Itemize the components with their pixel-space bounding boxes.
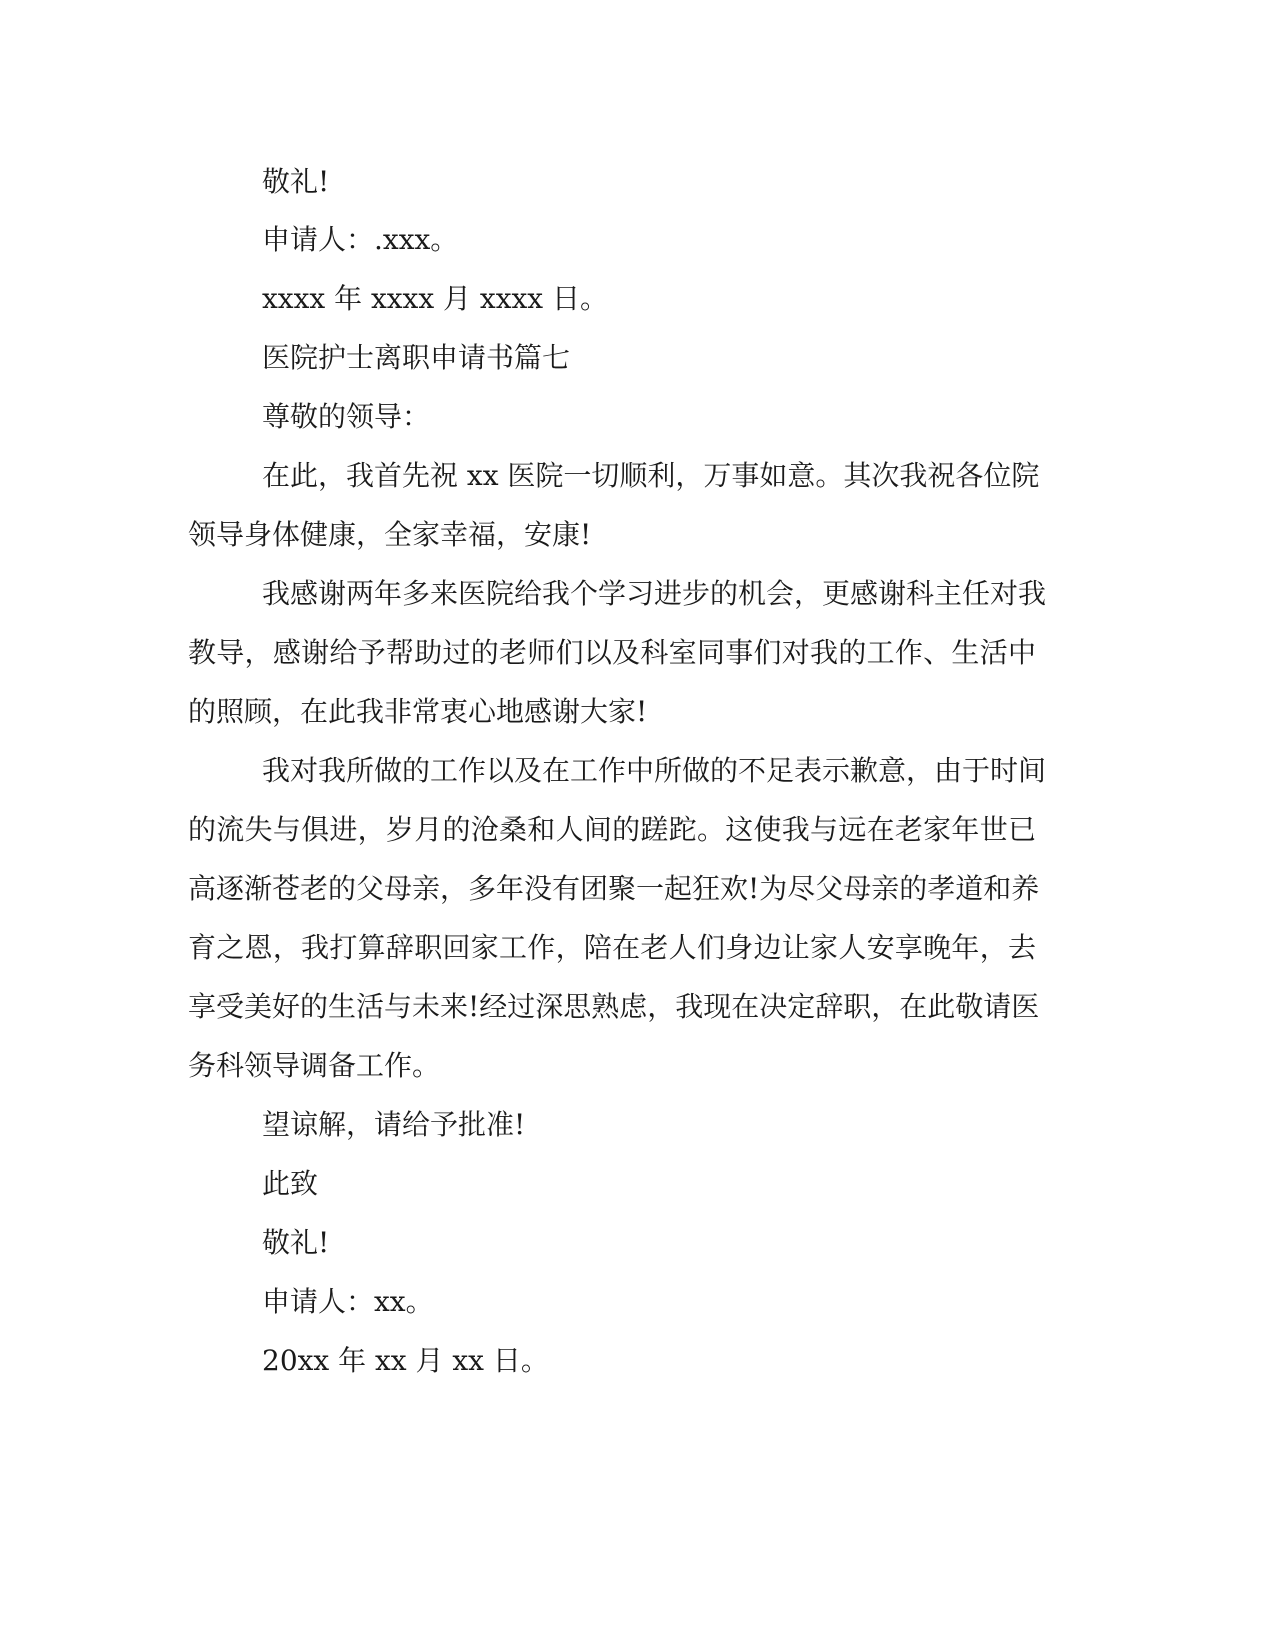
request-line: 望谅解，请给予批准! — [262, 1108, 526, 1141]
paragraph-3-line-4: 育之恩，我打算辞职回家工作，陪在老人们身边让家人安享晚年，去 — [188, 931, 1036, 964]
paragraph-2-line-2: 教导，感谢给予帮助过的老师们以及科室同事们对我的工作、生活中 — [188, 636, 1036, 669]
applicant-line-1: 申请人：.xxx。 — [262, 223, 459, 256]
closing-salute-2: 敬礼! — [262, 1226, 330, 1259]
paragraph-3-line-5: 享受美好的生活与未来!经过深思熟虑，我现在决定辞职，在此敬请医 — [188, 990, 1040, 1023]
paragraph-1-line-2: 领导身体健康，全家幸福，安康! — [188, 518, 592, 551]
paragraph-3-line-6: 务科领导调备工作。 — [188, 1049, 441, 1082]
date-line-2: 20xx 年 xx 月 xx 日。 — [262, 1344, 549, 1377]
zhici-line: 此致 — [262, 1167, 319, 1200]
paragraph-3-line-1: 我对我所做的工作以及在工作中所做的不足表示歉意，由于时间 — [262, 754, 1047, 787]
date-line-1: xxxx 年 xxxx 月 xxxx 日。 — [262, 282, 608, 315]
paragraph-3-line-3: 高逐渐苍老的父母亲，多年没有团聚一起狂欢!为尽父母亲的孝道和养 — [188, 872, 1040, 905]
paragraph-2-line-1: 我感谢两年多来医院给我个学习进步的机会，更感谢科主任对我 — [262, 577, 1047, 610]
paragraph-3-line-2: 的流失与俱进，岁月的沧桑和人间的蹉跎。这使我与远在老家年世已 — [188, 813, 1036, 846]
paragraph-1-line-1: 在此，我首先祝 xx 医院一切顺利，万事如意。其次我祝各位院 — [262, 459, 1040, 492]
applicant-line-2: 申请人：xx。 — [262, 1285, 434, 1318]
section-title: 医院护士离职申请书篇七 — [262, 341, 571, 374]
salutation: 尊敬的领导： — [262, 400, 431, 433]
closing-salute-1: 敬礼! — [262, 165, 330, 198]
paragraph-2-line-3: 的照顾，在此我非常衷心地感谢大家! — [188, 695, 648, 728]
